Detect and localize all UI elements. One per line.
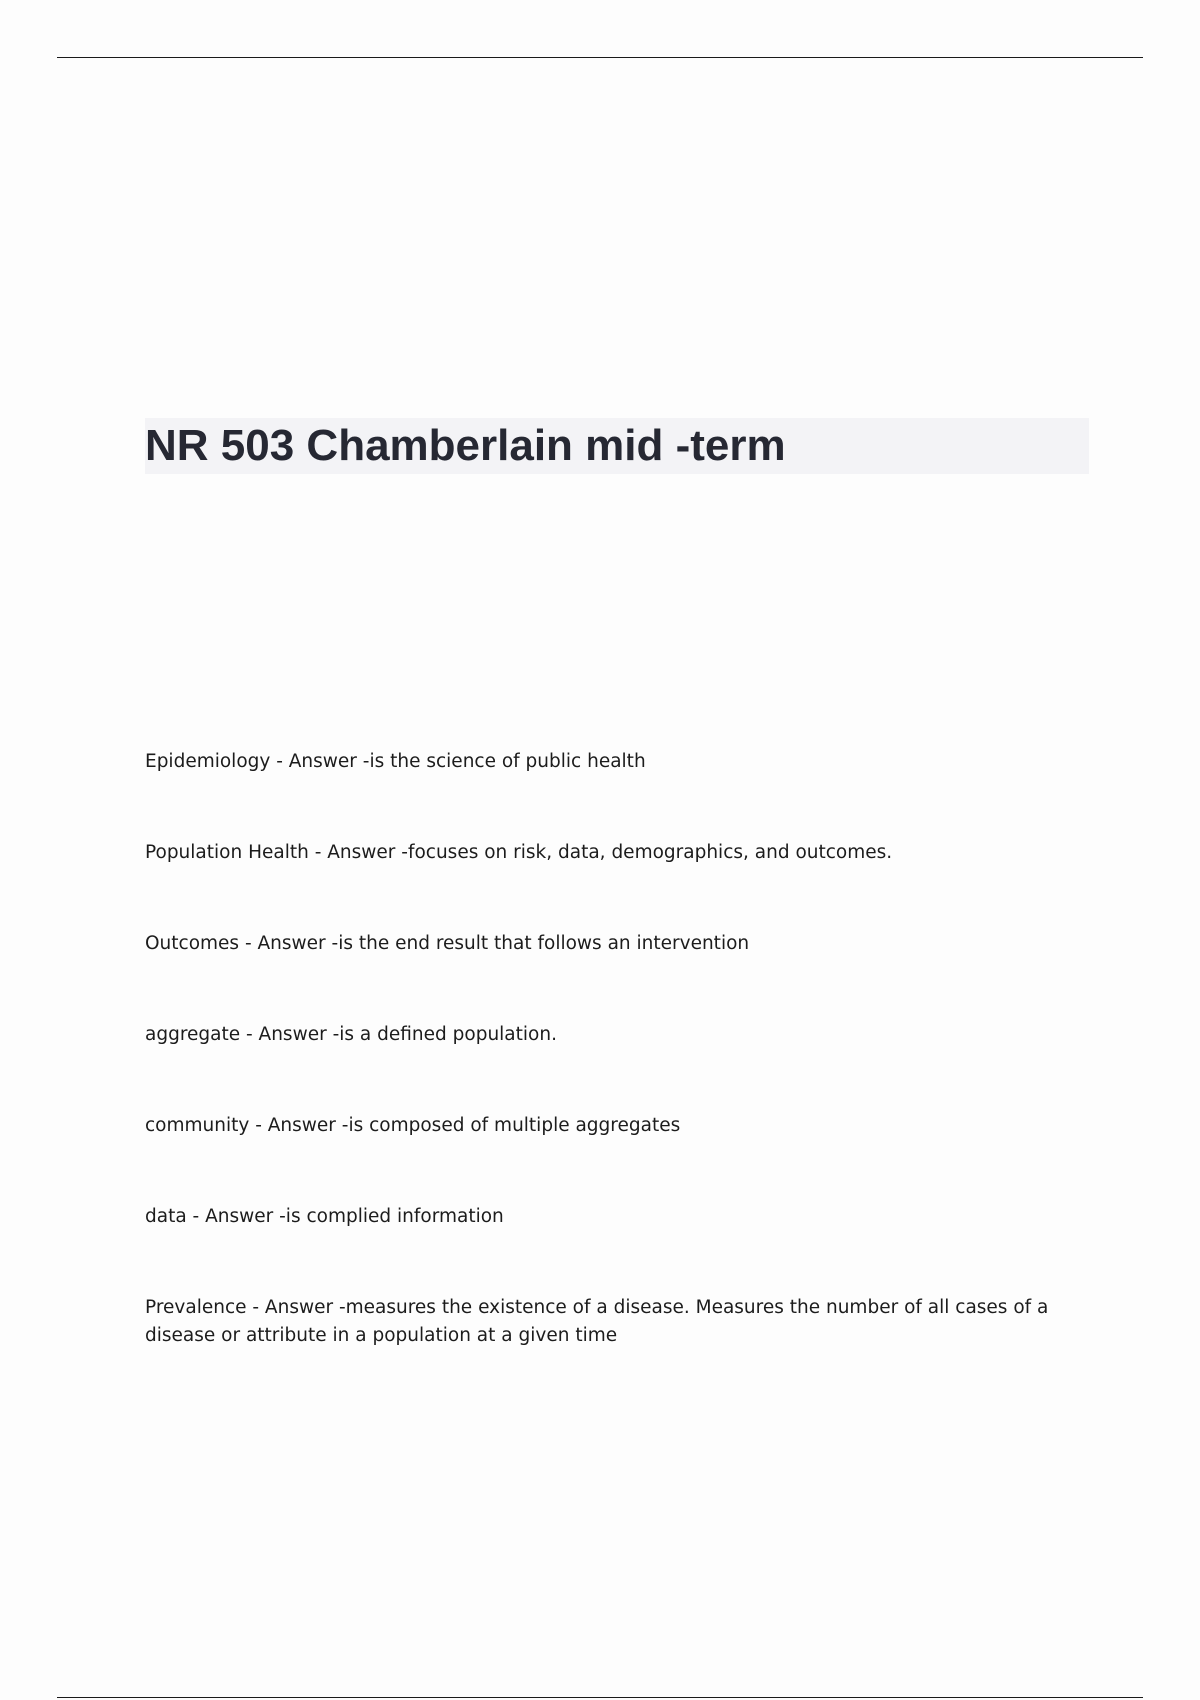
qa-entry-prevalence: Prevalence - Answer -measures the existence of a disease. Measures the number of all cases of a disease or attribute in a population at a given time bbox=[145, 1297, 1049, 1346]
qa-entry-community: community - Answer -is composed of multiple aggregates bbox=[145, 1115, 681, 1136]
qa-list bbox=[145, 748, 1090, 1350]
header-rule bbox=[57, 57, 1143, 58]
qa-entry-population-health: Population Health - Answer -focuses on risk, data, demographics, and outcomes. bbox=[145, 842, 893, 863]
qa-entry-aggregate: aggregate - Answer -is a defined population. bbox=[145, 1024, 557, 1045]
qa-entry-epidemiology: Epidemiology - Answer -is the science of public health bbox=[145, 751, 646, 772]
qa-entry-outcomes: Outcomes - Answer -is the end result that follows an intervention bbox=[145, 933, 750, 954]
footer-rule bbox=[57, 1697, 1143, 1698]
qa-entry-data: data - Answer -is complied information bbox=[145, 1206, 504, 1227]
document-title: NR 503 Chamberlain mid -term bbox=[145, 421, 786, 470]
